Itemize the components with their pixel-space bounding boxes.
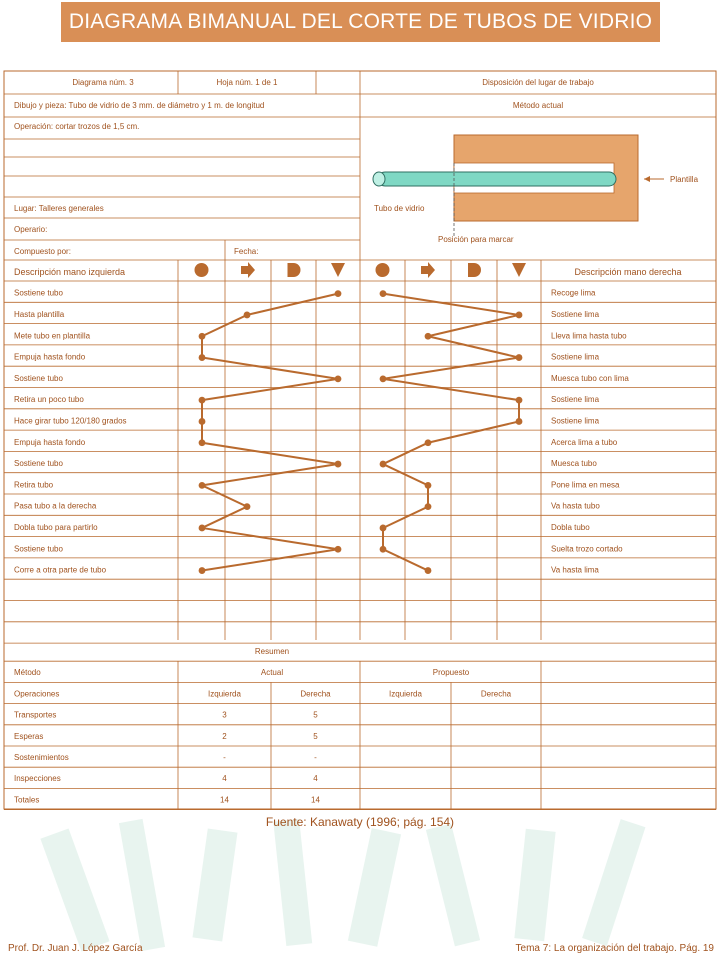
left-hand-step: Retira tubo [14,480,54,490]
source-citation: Fuente: Kanawaty (1996; pág. 154) [265,815,455,829]
left-hand-step: Empuja hasta fondo [14,437,86,447]
right-hand-step: Muesca tubo [551,459,597,469]
method-label: Método actual [512,101,564,110]
right-hand-point [425,567,432,574]
left-hand-point [199,333,206,340]
right-hand-point [380,525,387,532]
summary-current-right-value: 4 [313,774,318,784]
summary-row-label: Esperas [14,731,44,741]
summary-current: Actual [260,668,284,678]
operation-circle-icon [376,263,390,277]
tube-end [373,172,385,186]
left-hand-point [199,439,206,446]
summary-current-left-value: 2 [222,731,227,741]
summary-current-left-value: 4 [222,774,227,784]
place-label: Lugar: Talleres generales [14,204,104,213]
left-hand-point [199,397,206,404]
summary-current-right-value: 5 [313,731,318,741]
left-hand-point [335,546,342,553]
left-hand-step: Pasa tubo a la derecha [14,501,97,511]
mark-label: Posición para marcar [438,235,514,244]
summary-current-left-value: 3 [222,710,227,720]
right-hand-step: Va hasta tubo [551,501,600,511]
drawing-piece: Dibujo y pieza: Tubo de vidrio de 3 mm. de diámetro y 1 m. de longitud [14,101,265,110]
page-title: DIAGRAMA BIMANUAL DEL CORTE DE TUBOS DE VIDRIO [61,2,660,42]
storage-triangle-icon [512,263,526,277]
left-hand-step: Dobla tubo para partirlo [14,522,98,532]
right-hand-step: Va hasta lima [551,565,599,575]
right-hand-point [516,354,523,361]
right-hand-step: Sostiene lima [551,395,600,405]
summary-method: Método [14,668,41,678]
template-pointer-arrow [644,176,650,182]
summary-right: Derecha [300,689,331,699]
left-hand-step: Corre a otra parte de tubo [14,565,107,575]
right-hand-point [516,312,523,319]
left-hand-header: Descripción mano izquierda [14,267,126,277]
summary-left: Izquierda [208,689,241,699]
sheet-number: Hoja núm. 1 de 1 [216,78,278,87]
footer-author: Prof. Dr. Juan J. López García [8,943,143,954]
left-hand-point [335,375,342,382]
right-hand-step: Muesca tubo con lima [551,373,629,383]
left-hand-step: Hace girar tubo 120/180 grados [14,416,127,426]
operator-label: Operario: [14,225,48,234]
summary-row-label: Totales [14,795,40,805]
summary-current-right-value: - [314,753,317,762]
summary-current-right-value: 14 [311,795,320,805]
wait-d-icon [288,263,301,277]
summary-proposed: Propuesto [432,668,470,678]
left-hand-step: Sostiene tubo [14,288,63,298]
composed-by-label: Compuesto por: [14,247,71,256]
left-hand-step: Empuja hasta fondo [14,352,86,362]
left-hand-step: Retira un poco tubo [14,395,84,405]
footer-page-info: Tema 7: La organización del trabajo. Pág. 19 [515,943,714,954]
right-hand-point [380,375,387,382]
right-hand-step: Pone lima en mesa [551,480,620,490]
right-hand-point [425,439,432,446]
left-hand-point [199,567,206,574]
right-hand-point [425,333,432,340]
left-hand-point [199,482,206,489]
summary-row-label: Inspecciones [14,774,61,784]
glass-tube [378,172,616,186]
summary-row-label: Transportes [14,710,57,720]
right-hand-header: Descripción mano derecha [574,267,682,277]
left-hand-point [199,525,206,532]
right-hand-step: Suelta trozo cortado [551,544,623,554]
summary-title: Resumen [254,647,290,656]
right-hand-step: Acerca lima a tubo [551,437,618,447]
right-hand-step: Sostiene lima [551,416,600,426]
left-hand-point [244,312,251,319]
right-hand-step: Recoge lima [551,288,596,298]
left-hand-path [202,294,338,571]
left-hand-point [199,354,206,361]
storage-triangle-icon [331,263,345,277]
summary-proposed-left: Izquierda [389,689,422,699]
summary-row-label: Sostenimientos [14,753,69,762]
left-hand-step: Sostiene tubo [14,459,63,469]
transport-arrow-icon [421,262,435,278]
summary-proposed-right: Derecha [480,689,512,699]
right-hand-point [380,290,387,297]
diagram-number: Diagrama núm. 3 [72,78,134,87]
layout-title: Disposición del lugar de trabajo [482,78,594,87]
right-hand-point [380,461,387,468]
right-hand-step: Dobla tubo [551,522,590,532]
operation-label: Operación: cortar trozos de 1,5 cm. [14,122,140,131]
right-hand-point [425,482,432,489]
left-hand-point [244,503,251,510]
left-hand-step: Mete tubo en plantilla [14,331,91,341]
right-hand-point [425,503,432,510]
left-hand-point [199,418,206,425]
left-hand-step: Sostiene tubo [14,373,63,383]
date-label: Fecha: [234,247,259,256]
transport-arrow-icon [241,262,255,278]
summary-operations: Operaciones [14,689,60,699]
operation-circle-icon [195,263,209,277]
right-hand-step: Sostiene lima [551,352,600,362]
left-hand-point [335,461,342,468]
summary-current-right-value: 5 [313,710,318,720]
left-hand-step: Sostiene tubo [14,544,63,554]
summary-current-left-value: - [223,753,226,762]
right-hand-step: Sostiene lima [551,309,600,319]
template-label: Plantilla [670,175,699,184]
left-hand-step: Hasta plantilla [14,309,65,319]
right-hand-point [380,546,387,553]
summary-current-left-value: 14 [220,795,229,805]
left-hand-point [335,290,342,297]
right-hand-step: Lleva lima hasta tubo [551,331,627,341]
tube-label: Tubo de vidrio [374,204,425,213]
right-hand-point [516,418,523,425]
right-hand-point [516,397,523,404]
wait-d-icon [468,263,481,277]
